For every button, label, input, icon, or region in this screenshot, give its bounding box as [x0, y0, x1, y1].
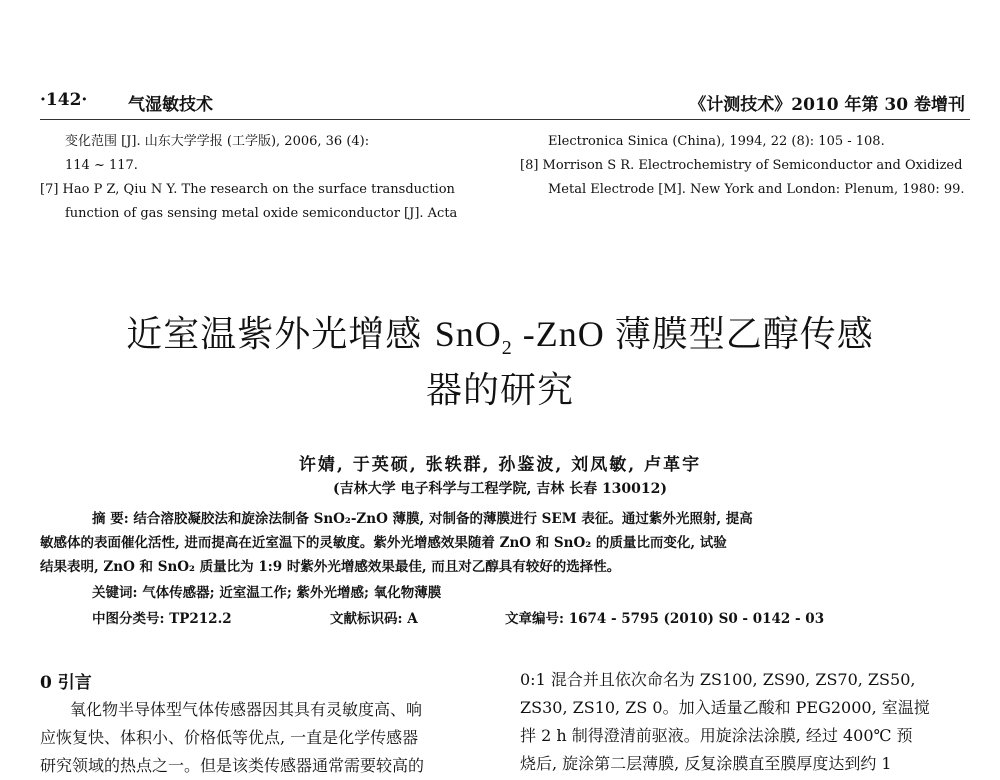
ref-right-line-1: Electronica Sinica (China), 1994, 22 (8): 105 - 108.	[548, 134, 885, 149]
abstract-line-2: 敏感体的表面催化活性, 进而提高在近室温下的灵敏度。紫外光增感效果随着 ZnO 和 SnO₂ 的质量比而变化, 试验	[40, 535, 727, 551]
ref-left-line-3: [7] Hao P Z, Qiu N Y. The research on the surface transduction	[40, 182, 455, 197]
journal-info: 《计测技术》2010 年第 30 卷增刊	[689, 95, 965, 115]
title-part-1: 近室温紫外光增感	[126, 314, 435, 355]
article-label: 文章编号:	[505, 611, 564, 627]
column-title: 气湿敏技术	[128, 95, 213, 115]
ref-right-line-3: Metal Electrode [M]. New York and London: Plenum, 1980: 99.	[548, 182, 965, 197]
intro-right-line-2: ZS30, ZS10, ZS 0。加入适量乙酸和 PEG2000, 室温搅	[520, 698, 930, 717]
header-rule	[40, 119, 970, 120]
intro-right-line-1: 0:1 混合并且依次命名为 ZS100, ZS90, ZS70, ZS50,	[520, 670, 916, 689]
authors: 许婧, 于英硕, 张轶群, 孙鉴波, 刘凤敏, 卢革宇	[298, 455, 702, 475]
intro-left-line-2: 应恢复快、体积小、价格低等优点, 一直是化学传感器	[40, 728, 419, 747]
intro-right-line-4: 烧后, 旋涂第二层薄膜, 反复涂膜直至膜厚度达到约 1	[520, 754, 892, 773]
keywords	[92, 582, 441, 604]
doc-code	[330, 608, 418, 630]
abstract-text-1: 结合溶胶凝胶法和旋涂法制备 SnO₂-ZnO 薄膜, 对制备的薄膜进行 SEM 表征。通过紫外光照射, 提高	[133, 511, 753, 527]
keywords-label: 关键词:	[92, 585, 138, 601]
doc-label: 文献标识码:	[330, 611, 403, 627]
intro-right-line-3: 拌 2 h 制得澄清前驱液。用旋涂法涂膜, 经过 400℃ 预	[520, 726, 913, 745]
page-number: ·142·	[40, 90, 88, 110]
article-value: 1674 - 5795 (2010) S0 - 0142 - 03	[568, 611, 825, 627]
title-formula-2: -ZnO	[512, 314, 615, 354]
paper-title	[0, 306, 1000, 360]
intro-left-line-3: 研究领域的热点之一。但是该类传感器通常需要较高的	[40, 756, 425, 775]
keywords-text: 气体传感器; 近室温工作; 紫外光增感; 氧化物薄膜	[142, 585, 442, 601]
title-formula-1: SnO	[434, 314, 502, 354]
article-number	[505, 608, 824, 630]
ref-right-line-2: [8] Morrison S R. Electrochemistry of Semiconductor and Oxidized	[520, 158, 963, 173]
ref-left-line-4: function of gas sensing metal oxide semiconductor [J]. Acta	[65, 206, 458, 221]
ref-left-line-2: 114 ~ 117.	[65, 158, 138, 173]
clc-label: 中图分类号:	[92, 611, 165, 627]
affiliation: (吉林大学 电子科学与工程学院, 吉林 长春 130012)	[332, 481, 668, 497]
clc-value: TP212.2	[169, 611, 232, 627]
abstract-label: 摘 要:	[92, 511, 129, 527]
intro-left-line-1: 氧化物半导体型气体传感器因其具有灵敏度高、响	[70, 700, 423, 719]
paper-title-line-2: 器的研究	[425, 370, 574, 411]
ref-left-line-1: 变化范围 [J]. 山东大学学报 (工学版), 2006, 36 (4):	[65, 134, 370, 149]
abstract-line-3: 结果表明, ZnO 和 SnO₂ 质量比为 1:9 时紫外光增感效果最佳, 而且对乙醇具有较好的选择性。	[40, 559, 621, 575]
doc-value: A	[407, 611, 418, 627]
section-heading-intro: 0 引言	[40, 673, 92, 693]
title-subscript: 2	[501, 337, 513, 360]
abstract-line-1	[92, 508, 753, 530]
clc-number	[92, 608, 232, 630]
title-part-2: 薄膜型乙醇传感	[614, 314, 874, 355]
